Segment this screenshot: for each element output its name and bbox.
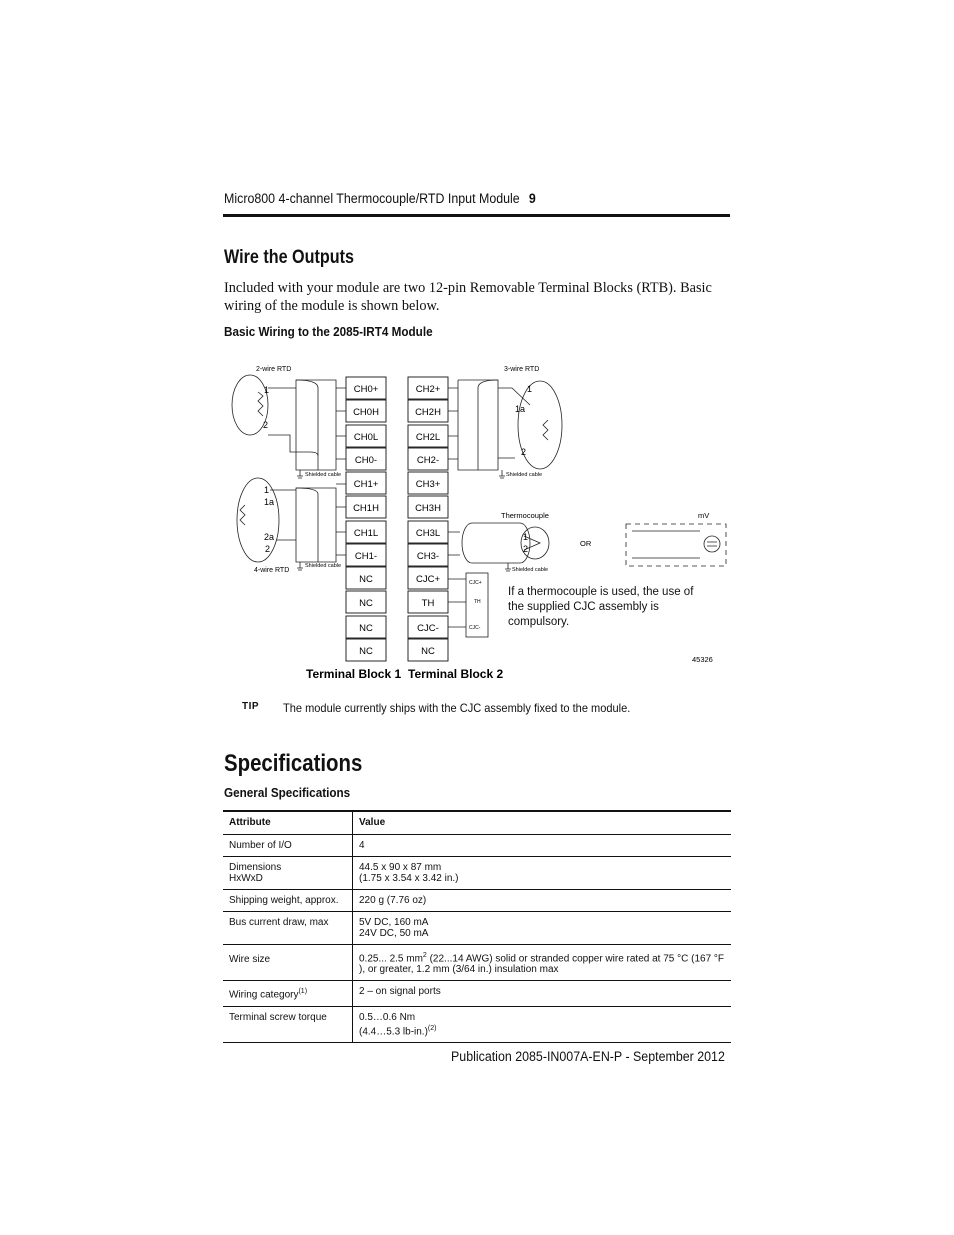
terminal-pin-label: CH3+ xyxy=(415,479,441,490)
table-row xyxy=(223,945,731,981)
column-header-value: Value xyxy=(359,817,386,828)
tc-terminal-2: 2 xyxy=(523,544,529,554)
section-heading-specifications: Specifications xyxy=(224,750,363,777)
thermocouple xyxy=(448,523,549,571)
rtd3-terminal-2: 2 xyxy=(521,447,527,457)
terminal-pin-label: CH1+ xyxy=(353,479,379,490)
cjc-note: If a thermocouple is used, the use of the supplied CJC assembly is compulsory. xyxy=(508,586,694,628)
general-specifications-table xyxy=(223,810,731,1043)
tip-text: The module currently ships with the CJC assembly fixed to the module. xyxy=(283,701,631,715)
wire-size-value: 0.25... 2.5 mm xyxy=(359,953,423,965)
label-mv: mV xyxy=(698,511,710,520)
publication-footer: Publication 2085-IN007A-EN-P - September 2012 xyxy=(451,1049,725,1064)
attribute-cell xyxy=(223,981,353,1006)
label-3-wire-rtd: 3-wire RTD xyxy=(504,366,540,373)
terminal-pin-label: CH2H xyxy=(415,407,441,418)
terminal-pin-label: CH2+ xyxy=(415,384,441,395)
two-wire-rtd xyxy=(232,375,346,478)
terminal-block-1-label: Terminal Block 1 xyxy=(306,667,402,681)
terminal-pin-label: CH0L xyxy=(353,432,379,443)
torque-value: 0.5…0.6 Nm (4.4…5.3 lb-in.) xyxy=(359,1011,428,1037)
table-row xyxy=(223,890,731,912)
wiring-category-label: Wiring category xyxy=(229,989,299,1001)
value-cell xyxy=(353,1006,732,1042)
value-cell: 4 xyxy=(359,840,365,851)
rtd2-terminal-2: 2 xyxy=(263,420,269,430)
shielded-cable-label-2: Shielded cable xyxy=(305,563,342,569)
mv-source xyxy=(626,524,726,566)
rtd2-terminal-1: 1 xyxy=(264,385,270,395)
terminal-pin-label: CJC+ xyxy=(415,574,441,585)
terminal-pin-label: NC xyxy=(359,598,373,609)
figure-caption: Basic Wiring to the 2085-IRT4 Module xyxy=(224,324,433,339)
column-header-attribute: Attribute xyxy=(223,811,353,835)
value-cell: 5V DC, 160 mA 24V DC, 50 mA xyxy=(359,917,429,939)
cjc-plus-label: CJC+ xyxy=(469,580,482,586)
value-cell xyxy=(353,945,732,981)
attribute-cell: Terminal screw torque xyxy=(223,1006,353,1042)
table-row xyxy=(223,981,731,1006)
section-heading-wire-outputs: Wire the Outputs xyxy=(224,247,354,268)
cjc-assembly xyxy=(448,573,488,637)
shielded-cable-label-3: Shielded cable xyxy=(506,472,543,478)
label-thermocouple: Thermocouple xyxy=(501,511,549,520)
table-row xyxy=(223,857,731,890)
terminal-block-2 xyxy=(408,377,448,661)
terminal-pin-label: NC xyxy=(359,623,373,634)
label-or: OR xyxy=(580,539,592,548)
rtd3-terminal-1: 1 xyxy=(527,384,533,394)
general-specifications-heading: General Specifications xyxy=(224,785,351,800)
table-header-row xyxy=(223,811,731,835)
attribute-cell: Bus current draw, max xyxy=(223,912,353,945)
terminal-pin-label: NC xyxy=(359,574,373,585)
terminal-pin-label: NC xyxy=(359,646,373,657)
attribute-cell: Wire size xyxy=(223,945,353,981)
terminal-pin-label: CH1H xyxy=(353,503,379,514)
table-row xyxy=(223,912,731,945)
page-number: 9 xyxy=(528,191,536,206)
attribute-cell: Dimensions HxWxD xyxy=(223,857,353,890)
terminal-pin-label: TH xyxy=(421,598,435,609)
shielded-cable-label-1: Shielded cable xyxy=(305,472,342,478)
tip-label: TIP xyxy=(242,701,260,712)
label-4-wire-rtd: 4-wire RTD xyxy=(254,567,290,574)
three-wire-rtd xyxy=(448,380,562,478)
label-2-wire-rtd: 2-wire RTD xyxy=(256,366,292,373)
tc-terminal-1: 1 xyxy=(523,532,529,542)
rtd4-terminal-2: 2 xyxy=(265,544,271,554)
terminal-pin-label: CH0+ xyxy=(353,384,379,395)
terminal-pin-label: CH3- xyxy=(416,551,440,562)
terminal-pin-label: CJC- xyxy=(417,623,439,634)
terminal-pin-label: NC xyxy=(421,646,435,657)
value-cell: 44.5 x 90 x 87 mm (1.75 x 3.54 x 3.42 in.) xyxy=(359,862,459,884)
terminal-pin-label: CH1L xyxy=(353,528,379,539)
terminal-pin-label: CH0H xyxy=(353,407,379,418)
table-row xyxy=(223,835,731,857)
value-cell: 220 g (7.76 oz) xyxy=(359,895,427,906)
figure-number: 45326 xyxy=(692,655,713,664)
terminal-pin-label: CH2- xyxy=(416,455,440,466)
terminal-pin-label: CH3L xyxy=(415,528,441,539)
terminal-block-1 xyxy=(346,377,386,661)
terminal-pin-label: CH3H xyxy=(415,503,441,514)
header-title: Micro800 4-channel Thermocouple/RTD Input Module xyxy=(224,191,520,206)
terminal-pin-label: CH1- xyxy=(354,551,378,562)
footnote-ref: (1) xyxy=(298,988,308,996)
terminal-pin-label: CH0- xyxy=(354,455,378,466)
shielded-cable-label-4: Shielded cable xyxy=(512,567,549,573)
terminal-block-2-label: Terminal Block 2 xyxy=(408,667,504,681)
wire-size-value-rest: (22...14 AWG) solid or stranded copper wire rated at 75 °C (167 °F ), or greater, 1.2 mm (3/64 in.) insulation max xyxy=(359,953,725,976)
th-label: TH xyxy=(474,599,481,605)
rtd4-terminal-1a: 1a xyxy=(264,497,275,507)
attribute-cell: Shipping weight, approx. xyxy=(223,890,353,912)
table-row xyxy=(223,1006,731,1042)
superscript: 2 xyxy=(422,952,427,959)
value-cell: 2 – on signal ports xyxy=(359,986,441,998)
four-wire-rtd xyxy=(237,478,346,570)
rtd4-terminal-2a: 2a xyxy=(264,532,275,542)
intro-paragraph: Included with your module are two 12-pin Removable Terminal Blocks (RTB). Basic wiring of the module is shown below. xyxy=(224,280,712,314)
attribute-cell: Number of I/O xyxy=(223,835,353,857)
rtd4-terminal-1: 1 xyxy=(264,485,270,495)
rtd3-terminal-1a: 1a xyxy=(515,404,526,414)
cjc-minus-label: CJC- xyxy=(469,625,481,631)
terminal-pin-label: CH2L xyxy=(415,432,441,443)
footnote-ref: (2) xyxy=(427,1024,437,1032)
